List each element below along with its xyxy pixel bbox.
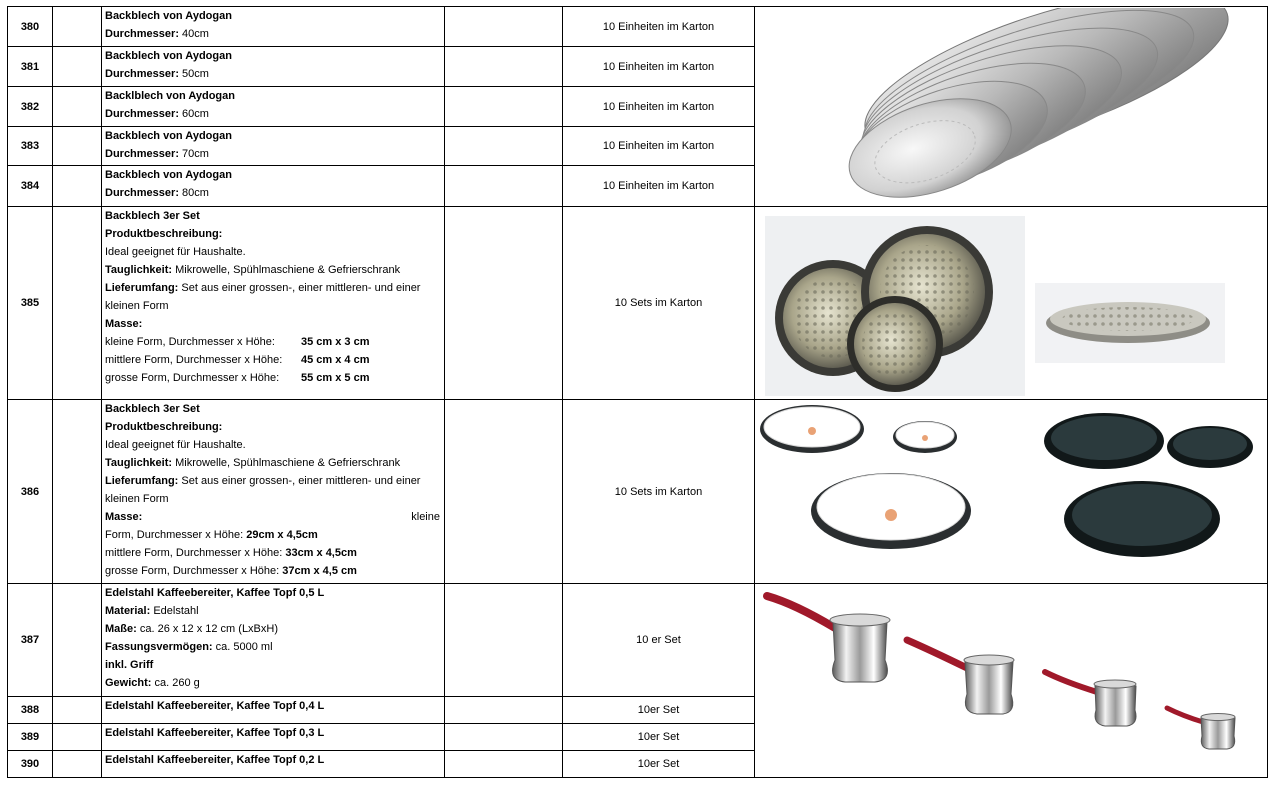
- item-description: [102, 87, 445, 127]
- item-number: 387: [8, 584, 53, 697]
- description-label: Produktbeschreibung:: [105, 228, 223, 240]
- item-number: 381: [8, 47, 53, 87]
- product-image-cell: [755, 7, 1268, 207]
- dimension-text: grosse Form, Durchmesser x Höhe:: [105, 565, 280, 577]
- item-description: [102, 207, 445, 400]
- empty-cell: [445, 724, 563, 751]
- spec-value: 80cm: [182, 187, 209, 199]
- spec-label: Durchmesser:: [105, 28, 179, 40]
- item-quantity: 10 Einheiten im Karton: [563, 7, 755, 47]
- tray-set-image: [755, 208, 1268, 399]
- item-title: Backblech von Aydogan: [105, 130, 232, 142]
- product-image-cell: [755, 207, 1268, 400]
- item-number: 390: [8, 751, 53, 778]
- dimensions-label: Masse:: [105, 318, 143, 330]
- item-quantity: 10 er Set: [563, 584, 755, 697]
- suitability-text: Mikrowelle, Spühlmaschiene & Gefrierschrank: [175, 457, 401, 469]
- item-title: Edelstahl Kaffeebereiter, Kaffee Topf 0,2 L: [102, 751, 445, 778]
- empty-cell: [53, 400, 102, 584]
- spec-value: 50cm: [182, 68, 209, 80]
- dimension-value: 45 cm x 4 cm: [301, 354, 370, 366]
- capacity-label: Fassungsvermögen:: [105, 641, 213, 653]
- description-text: Ideal geeignet für Haushalte.: [105, 439, 246, 451]
- item-number: 388: [8, 697, 53, 724]
- empty-cell: [445, 751, 563, 778]
- product-image-cell: [755, 584, 1268, 778]
- item-description: [102, 400, 445, 584]
- empty-cell: [53, 47, 102, 87]
- dimension-text: kleine Form, Durchmesser x Höhe:: [105, 336, 275, 348]
- dimension-text: mittlere Form, Durchmesser x Höhe:: [105, 547, 283, 559]
- item-quantity: 10 Sets im Karton: [563, 400, 755, 584]
- item-quantity: 10er Set: [563, 751, 755, 778]
- item-title: Edelstahl Kaffeebereiter, Kaffee Topf 0,3 L: [102, 724, 445, 751]
- item-title: Backblech 3er Set: [105, 403, 200, 415]
- size-value: ca. 26 x 12 x 12 cm (LxBxH): [139, 623, 279, 635]
- empty-cell: [53, 584, 102, 697]
- item-description: [102, 127, 445, 166]
- spec-value: 70cm: [182, 148, 209, 160]
- item-title: Backlblech von Aydogan: [105, 90, 235, 102]
- spec-value: 40cm: [182, 28, 209, 40]
- suitability-label: Tauglichkeit:: [105, 264, 173, 276]
- dimension-value: 35 cm x 3 cm: [301, 336, 370, 348]
- empty-cell: [445, 47, 563, 87]
- item-number: 386: [8, 400, 53, 584]
- empty-cell: [445, 166, 563, 207]
- product-catalog-table: [7, 6, 1268, 778]
- dimension-value: 37cm x 4,5 cm: [282, 565, 357, 577]
- item-quantity: 10 Einheiten im Karton: [563, 166, 755, 207]
- empty-cell: [445, 207, 563, 400]
- item-description: [102, 584, 445, 697]
- empty-cell: [53, 751, 102, 778]
- scope-text: Set aus einer grossen-, einer mittleren- und einer kleinen Form: [105, 475, 421, 505]
- item-number: 382: [8, 87, 53, 127]
- spec-label: Durchmesser:: [105, 108, 179, 120]
- item-number: 389: [8, 724, 53, 751]
- empty-cell: [53, 724, 102, 751]
- item-title: Backblech von Aydogan: [105, 169, 232, 181]
- empty-cell: [445, 584, 563, 697]
- item-quantity: 10 Einheiten im Karton: [563, 87, 755, 127]
- spec-value: 60cm: [182, 108, 209, 120]
- item-number: 383: [8, 127, 53, 166]
- item-number: 384: [8, 166, 53, 207]
- material-value: Edelstahl: [153, 605, 199, 617]
- table-row: [8, 400, 1268, 584]
- empty-cell: [445, 7, 563, 47]
- spec-label: Durchmesser:: [105, 148, 179, 160]
- stacked-trays-image: [755, 8, 1268, 206]
- item-description: [102, 47, 445, 87]
- empty-cell: [53, 7, 102, 47]
- spec-label: Durchmesser:: [105, 68, 179, 80]
- spec-label: Durchmesser:: [105, 187, 179, 199]
- item-title: Edelstahl Kaffeebereiter, Kaffee Topf 0,5 L: [105, 587, 325, 599]
- description-text: Ideal geeignet für Haushalte.: [105, 246, 246, 258]
- item-title: Backblech von Aydogan: [105, 10, 232, 22]
- empty-cell: [53, 127, 102, 166]
- table-row: [8, 584, 1268, 697]
- capacity-value: ca. 5000 ml: [215, 641, 273, 653]
- enamel-pans-image: [755, 401, 1268, 583]
- suitability-text: Mikrowelle, Spühlmaschiene & Gefrierschrank: [175, 264, 401, 276]
- suitability-label: Tauglichkeit:: [105, 457, 173, 469]
- dimension-value: 29cm x 4,5cm: [246, 529, 318, 541]
- empty-cell: [445, 400, 563, 584]
- table-row: [8, 7, 1268, 47]
- description-label: Produktbeschreibung:: [105, 421, 223, 433]
- size-label: Maße:: [105, 623, 137, 635]
- dimension-value: 33cm x 4,5cm: [285, 547, 357, 559]
- empty-cell: [53, 697, 102, 724]
- product-image-cell: [755, 400, 1268, 584]
- grip-note: inkl. Griff: [105, 659, 154, 671]
- item-quantity: 10 Einheiten im Karton: [563, 47, 755, 87]
- coffee-pots-image: [755, 584, 1268, 777]
- empty-cell: [53, 166, 102, 207]
- empty-cell: [445, 697, 563, 724]
- item-quantity: 10 Sets im Karton: [563, 207, 755, 400]
- item-description: [102, 7, 445, 47]
- material-label: Material:: [105, 605, 151, 617]
- item-quantity: 10er Set: [563, 697, 755, 724]
- item-number: 380: [8, 7, 53, 47]
- dimension-text: grosse Form, Durchmesser x Höhe:: [105, 372, 280, 384]
- empty-cell: [445, 127, 563, 166]
- table-row: [8, 207, 1268, 400]
- item-quantity: 10er Set: [563, 724, 755, 751]
- empty-cell: [53, 207, 102, 400]
- dimensions-label: Masse:: [105, 511, 143, 523]
- scope-label: Lieferumfang:: [105, 282, 179, 294]
- dimension-text: Form, Durchmesser x Höhe:: [105, 529, 244, 541]
- item-quantity: 10 Einheiten im Karton: [563, 127, 755, 166]
- item-title: Backblech 3er Set: [105, 210, 200, 222]
- scope-label: Lieferumfang:: [105, 475, 179, 487]
- item-title: Backblech von Aydogan: [105, 50, 232, 62]
- dimension-value: 55 cm x 5 cm: [301, 372, 370, 384]
- weight-value: ca. 260 g: [154, 677, 200, 689]
- empty-cell: [445, 87, 563, 127]
- empty-cell: [53, 87, 102, 127]
- item-number: 385: [8, 207, 53, 400]
- dimension-text: mittlere Form, Durchmesser x Höhe:: [105, 354, 283, 366]
- weight-label: Gewicht:: [105, 677, 152, 689]
- item-title: Edelstahl Kaffeebereiter, Kaffee Topf 0,4 L: [102, 697, 445, 724]
- item-description: [102, 166, 445, 207]
- dimension-text: kleine: [411, 511, 440, 523]
- scope-text: Set aus einer grossen-, einer mittleren- und einer kleinen Form: [105, 282, 421, 312]
